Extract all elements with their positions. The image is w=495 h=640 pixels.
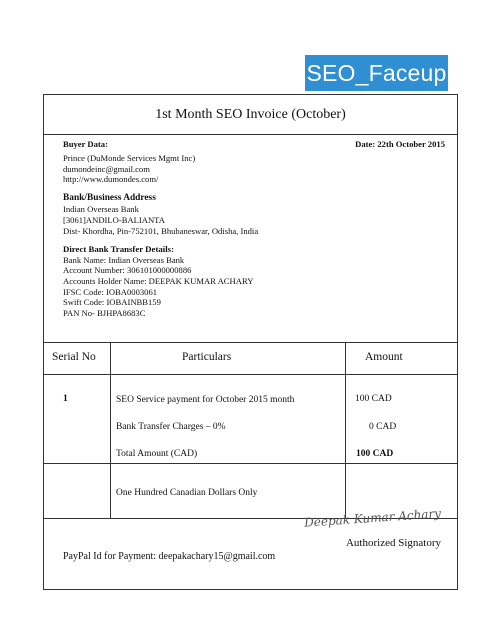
transfer-line: PAN No- BJHPA8683C	[63, 307, 146, 318]
table-divider	[110, 342, 111, 518]
signature: Deepak Kumar Achary	[303, 506, 442, 530]
row-particulars: SEO Service payment for October 2015 month	[116, 395, 295, 405]
amount-in-words: One Hundred Canadian Dollars Only	[116, 488, 258, 498]
transfer-heading: Direct Bank Transfer Details:	[63, 244, 175, 255]
invoice-info	[63, 139, 445, 318]
transfer-line: Swift Code: IOBAINBB159	[63, 297, 161, 308]
transfer-line: IFSC Code: IOBA0003061	[63, 286, 158, 297]
buyer-label: Buyer Data:	[63, 139, 108, 149]
buyer-name: Prince (DuMonde Services Mgmt Inc)	[63, 153, 196, 163]
bank-line: Indian Overseas Bank	[63, 204, 139, 215]
buyer-website: http://www.dumondes.com/	[63, 174, 159, 185]
invoice-title: 1st Month SEO Invoice (October)	[44, 95, 457, 135]
seo-faceup-logo: SEO_Faceup	[305, 55, 448, 91]
particulars-header: Particulars	[182, 351, 232, 363]
buyer-row	[63, 139, 445, 153]
paypal-id: PayPal Id for Payment: deepakachary15@gmail.com	[63, 551, 276, 562]
bank-heading: Bank/Business Address	[63, 192, 156, 203]
total-label: Total Amount (CAD)	[116, 449, 198, 459]
row-amount: 0 CAD	[369, 422, 397, 432]
table-divider	[345, 342, 346, 518]
row-particulars: Bank Transfer Charges – 0%	[116, 422, 226, 432]
transfer-line: Bank Name: Indian Overseas Bank	[63, 254, 185, 265]
serial-header: Serial No	[52, 351, 96, 363]
row-serial: 1	[63, 394, 68, 404]
invoice-frame	[43, 94, 458, 590]
table-border	[44, 342, 457, 343]
table-border	[44, 374, 457, 375]
invoice-date: Date: 22th October 2015	[355, 139, 445, 149]
buyer-email: dumondeinc@gmail.com	[63, 163, 150, 174]
bank-line: Dist- Khordha, Pin-752101, Bhubaneswar, Odisha, India	[63, 225, 259, 236]
total-amount: 100 CAD	[356, 449, 394, 459]
row-amount: 100 CAD	[355, 394, 392, 404]
table-border	[44, 463, 457, 464]
transfer-line: Account Number: 306101000000886	[63, 265, 192, 276]
transfer-line: Accounts Holder Name: DEEPAK KUMAR ACHARY	[63, 275, 254, 286]
bank-line: [3061]ANDILO-BALIANTA	[63, 214, 165, 225]
amount-header: Amount	[365, 351, 403, 363]
authorized-signatory: Authorized Signatory	[345, 537, 441, 549]
